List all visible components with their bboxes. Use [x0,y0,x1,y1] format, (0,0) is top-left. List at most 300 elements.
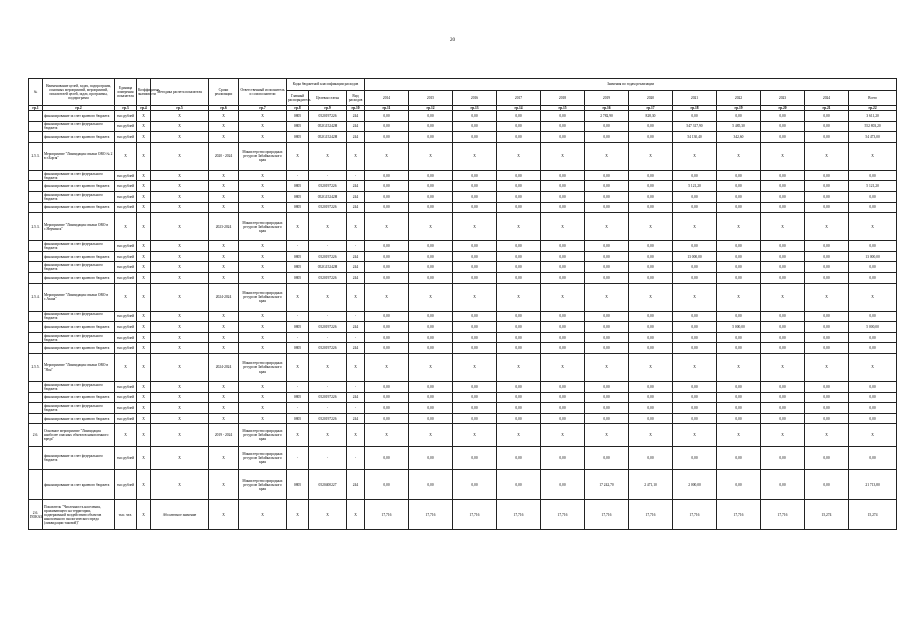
row-value-2023: X [761,283,805,311]
row-value-2017: 0,00 [497,311,541,322]
row-value-2023: 17,716 [761,500,805,530]
row-article-code: - [309,170,347,181]
row-value-2018: 0,00 [541,403,585,414]
row-coef: X [137,413,151,424]
row-value-2019: X [585,354,629,382]
row-value-2024: 0,00 [805,192,849,203]
row-value-2023: 0,00 [761,111,805,122]
row-value-2018: 0,00 [541,322,585,333]
row-value-2017: X [497,354,541,382]
row-value-2019: 0,00 [585,170,629,181]
row-article-code: 0520197226 [309,202,347,213]
row-term: X [209,121,239,132]
row-value-Всего: X [849,354,897,382]
row-value-2018: 0,00 [541,262,585,273]
row-article-code: 0520197226 [309,273,347,284]
row-coef: X [137,447,151,470]
row-value-2014: 0,00 [365,181,409,192]
row-number: 2.6. ПОКАЗ. [29,500,43,530]
row-value-2018: 0,00 [541,392,585,403]
row-value-2024: 0,00 [805,273,849,284]
row-value-2015: 0,00 [409,470,453,500]
row-value-2014: 0,00 [365,202,409,213]
table-row [29,111,897,122]
row-executor: X [239,170,287,181]
row-number [29,343,43,354]
table-row [29,311,897,322]
header-year-2: 2016 [453,91,497,106]
row-number [29,403,43,414]
row-coef: X [137,262,151,273]
row-coef: X [137,241,151,252]
row-value-2021: 0,00 [673,170,717,181]
header-kind: Вид расходов [347,91,365,106]
row-method: X [151,251,209,262]
row-value-2014: X [365,354,409,382]
column-number-9: гр.9 [309,106,347,111]
row-unit: X [115,142,137,170]
column-number-7: гр.7 [239,106,287,111]
column-number-1: гр.1 [29,106,43,111]
row-kind-code: 244 [347,192,365,203]
row-value-2019: 0,00 [585,311,629,322]
row-kind-code: - [347,382,365,393]
row-coef: X [137,500,151,530]
row-value-2019: 0,00 [585,322,629,333]
row-number [29,170,43,181]
table-row [29,413,897,424]
header-method: Методика расчета показателя [151,79,209,106]
row-kind-code: 244 [347,413,365,424]
row-unit: тыс.рублей [115,170,137,181]
row-value-2018: 0,00 [541,447,585,470]
row-value-2016: 0,00 [453,251,497,262]
row-value-2024: 0,00 [805,403,849,414]
row-article-code: X [309,500,347,530]
row-term: X [209,403,239,414]
row-number [29,121,43,132]
row-value-2017: 0,00 [497,403,541,414]
row-kind-code: 244 [347,202,365,213]
row-value-2022: 0,00 [717,343,761,354]
row-number [29,241,43,252]
table-row [29,262,897,273]
row-coef: X [137,311,151,322]
row-value-2014: 0,00 [365,170,409,181]
row-value-2022: 342,60 [717,132,761,143]
row-admin-code: 0805 [287,413,309,424]
row-value-2016: 0,00 [453,343,497,354]
column-number-5: гр.5 [151,106,209,111]
row-executor: X [239,403,287,414]
row-admin-code: X [287,354,309,382]
row-value-Всего: X [849,213,897,241]
row-value-Всего: 0,00 [849,262,897,273]
row-executor: X [239,343,287,354]
row-admin-code: X [287,142,309,170]
row-value-2023: X [761,354,805,382]
row-value-2015: 0,00 [409,273,453,284]
row-unit: тыс.рублей [115,413,137,424]
row-value-2024: 0,00 [805,447,849,470]
row-value-2021: 2 000,00 [673,470,717,500]
row-method: X [151,181,209,192]
row-value-2024: 0,00 [805,202,849,213]
row-admin-code: - [287,332,309,343]
row-admin-code: 0805 [287,111,309,122]
header-year-5: 2019 [585,91,629,106]
row-article-code: - [309,311,347,322]
row-article-code: 052G15242Н [309,262,347,273]
row-value-2019: X [585,283,629,311]
header-num: № [29,79,43,106]
row-value-2017: 0,00 [497,262,541,273]
row-value-Всего: 15,274 [849,500,897,530]
row-method: X [151,332,209,343]
row-value-2023: 0,00 [761,241,805,252]
row-term: 2023-2024 [209,213,239,241]
row-value-2018: 0,00 [541,132,585,143]
row-value-2020: 0,00 [629,170,673,181]
row-name: финансирование за счет краевого бюджета [43,392,115,403]
row-name: финансирование за счет федерального бюджета [43,262,115,273]
row-value-2014: X [365,142,409,170]
row-name: финансирование за счет федерального бюджета [43,382,115,393]
row-executor: X [239,311,287,322]
row-value-2022: 0,00 [717,273,761,284]
row-term: 2024-2024 [209,354,239,382]
table-row [29,192,897,203]
row-value-2014: 0,00 [365,447,409,470]
row-term: X [209,447,239,470]
row-value-2015: 0,00 [409,262,453,273]
row-value-2019: 0,00 [585,202,629,213]
row-executor: X [239,202,287,213]
row-value-2020: 0,00 [629,262,673,273]
row-unit: тыс.рублей [115,262,137,273]
row-value-2015: 0,00 [409,170,453,181]
row-value-2020: 0,00 [629,273,673,284]
row-value-2015: 0,00 [409,332,453,343]
row-value-2024: 0,00 [805,343,849,354]
row-value-2014: 0,00 [365,332,409,343]
row-method: X [151,273,209,284]
row-value-2019: X [585,213,629,241]
row-admin-code: 0805 [287,343,309,354]
row-article-code: 0520197226 [309,251,347,262]
header-admin: Главный распорядитель [287,91,309,106]
row-article-code: 0520197226 [309,392,347,403]
row-term: X [209,111,239,122]
row-value-2019: 0,00 [585,241,629,252]
row-value-2022: 5 000,00 [717,322,761,333]
row-kind-code: 244 [347,111,365,122]
row-value-2017: 0,00 [497,447,541,470]
row-executor: Министерство природных ресурсов Забайкальского края [239,213,287,241]
table-row [29,424,897,447]
row-article-code: 0520197226 [309,343,347,354]
table-row [29,181,897,192]
column-number-8: гр.8 [287,106,309,111]
row-executor: X [239,192,287,203]
row-value-2021: X [673,283,717,311]
row-admin-code: 0805 [287,192,309,203]
row-value-2022: X [717,283,761,311]
row-value-2018: X [541,213,585,241]
row-value-2022: 0,00 [717,251,761,262]
row-value-2017: 0,00 [497,132,541,143]
table-row [29,322,897,333]
row-value-Всего: 0,00 [849,273,897,284]
row-value-2016: X [453,213,497,241]
row-value-2018: 0,00 [541,202,585,213]
table-row [29,403,897,414]
row-value-2020: 0,00 [629,413,673,424]
row-value-2023: 0,00 [761,322,805,333]
row-value-2023: 0,00 [761,121,805,132]
row-kind-code: X [347,500,365,530]
row-method: X [151,262,209,273]
row-value-2020: 0,00 [629,132,673,143]
row-value-2015: X [409,283,453,311]
row-value-2024: X [805,213,849,241]
row-value-2015: 17,716 [409,500,453,530]
row-value-2016: 0,00 [453,241,497,252]
row-value-2022: 0,00 [717,202,761,213]
column-number-12: гр.12 [409,106,453,111]
row-number: 2.6. [29,424,43,447]
row-kind-code: 244 [347,262,365,273]
row-coef: X [137,332,151,343]
row-value-2020: 0,00 [629,202,673,213]
row-kind-code: - [347,311,365,322]
table-row [29,354,897,382]
row-value-2014: X [365,283,409,311]
row-value-Всего: 5 121,20 [849,181,897,192]
row-method: X [151,241,209,252]
row-value-2017: X [497,424,541,447]
row-value-2020: 0,00 [629,382,673,393]
row-admin-code: 0805 [287,202,309,213]
row-value-2017: X [497,142,541,170]
row-unit: тыс.рублей [115,332,137,343]
row-unit: тыс.рублей [115,403,137,414]
row-value-2017: 0,00 [497,470,541,500]
row-kind-code: - [347,332,365,343]
row-value-2023: 0,00 [761,251,805,262]
row-number [29,382,43,393]
row-coef: X [137,424,151,447]
row-term: X [209,192,239,203]
row-value-2022: 0,00 [717,241,761,252]
table-row [29,332,897,343]
row-value-2017: 0,00 [497,382,541,393]
row-value-2014: 0,00 [365,192,409,203]
row-unit: тыс.рублей [115,273,137,284]
row-value-2020: X [629,283,673,311]
row-coef: X [137,283,151,311]
row-name: финансирование за счет федерального бюджета [43,403,115,414]
row-article-code: X [309,354,347,382]
row-value-2020: 0,00 [629,181,673,192]
header-coef: Коэффициент значимости [137,79,151,106]
row-name: финансирование за счет федерального бюджета [43,332,115,343]
row-number [29,262,43,273]
row-value-2016: 0,00 [453,322,497,333]
row-unit: тыс.рублей [115,132,137,143]
column-number-13: гр.13 [453,106,497,111]
row-value-2019: 0,00 [585,382,629,393]
column-number-20: гр.20 [761,106,805,111]
row-value-2021: X [673,354,717,382]
row-value-2019: 0,00 [585,132,629,143]
table-row [29,132,897,143]
row-article-code: - [309,447,347,470]
row-unit: тыс.рублей [115,192,137,203]
row-kind-code: X [347,283,365,311]
row-value-2018: 0,00 [541,121,585,132]
row-term: X [209,500,239,530]
row-value-2017: 0,00 [497,192,541,203]
row-unit: тыс.рублей [115,181,137,192]
row-value-2017: 0,00 [497,111,541,122]
header-year-7: 2021 [673,91,717,106]
column-number-17: гр.17 [629,106,673,111]
row-value-2020: 0,00 [629,251,673,262]
row-article-code: 0520197226 [309,111,347,122]
row-value-2022: 0,00 [717,392,761,403]
row-value-2015: 0,00 [409,121,453,132]
header-year-11: Всего [849,91,897,106]
table-row [29,251,897,262]
row-value-2023: 0,00 [761,413,805,424]
row-executor: X [239,273,287,284]
row-value-2024: 0,00 [805,262,849,273]
row-value-2021: 0,00 [673,202,717,213]
row-value-2014: 0,00 [365,311,409,322]
row-value-2023: 0,00 [761,192,805,203]
row-kind-code: X [347,354,365,382]
row-value-2020: 17,716 [629,500,673,530]
row-value-2023: 0,00 [761,332,805,343]
row-method: X [151,403,209,414]
row-value-2020: X [629,354,673,382]
row-name: финансирование за счет краевого бюджета [43,322,115,333]
row-executor: X [239,332,287,343]
row-value-2014: 0,00 [365,403,409,414]
column-number-14: гр.14 [497,106,541,111]
table-row [29,382,897,393]
row-method: X [151,424,209,447]
row-value-2015: 0,00 [409,382,453,393]
row-admin-code: 0805 [287,470,309,500]
row-coef: X [137,121,151,132]
row-method: X [151,322,209,333]
row-kind-code: 244 [347,470,365,500]
row-name: Мероприятие "Ликвидация свалки ОВО № 2 в г.Борзя" [43,142,115,170]
column-number-21: гр.21 [805,106,849,111]
row-kind-code: - [347,447,365,470]
row-value-2016: 0,00 [453,111,497,122]
row-value-2023: 0,00 [761,447,805,470]
row-value-2014: 0,00 [365,322,409,333]
row-value-2017: 0,00 [497,392,541,403]
row-value-2017: 17,716 [497,500,541,530]
row-value-2019: 0,00 [585,192,629,203]
row-value-Всего: 0,00 [849,311,897,322]
row-value-2020: 0,00 [629,121,673,132]
row-value-2014: 0,00 [365,111,409,122]
row-value-2017: 0,00 [497,332,541,343]
row-value-2022: X [717,354,761,382]
row-coef: X [137,403,151,414]
row-value-2021: X [673,213,717,241]
row-value-2019: 17,716 [585,500,629,530]
row-admin-code: - [287,447,309,470]
row-value-2015: 0,00 [409,202,453,213]
row-value-2021: 0,00 [673,447,717,470]
row-coef: X [137,170,151,181]
row-kind-code: - [347,170,365,181]
row-term: X [209,392,239,403]
row-value-2017: X [497,283,541,311]
row-kind-code: - [347,403,365,414]
row-kind-code: 244 [347,181,365,192]
row-value-2021: 0,00 [673,413,717,424]
row-admin-code: 0805 [287,132,309,143]
row-article-code: 0520400227 [309,470,347,500]
row-method: X [151,111,209,122]
row-admin-code: X [287,283,309,311]
row-term: X [209,181,239,192]
row-value-2023: 0,00 [761,262,805,273]
row-article-code: 0520197226 [309,181,347,192]
row-value-2016: 0,00 [453,413,497,424]
row-admin-code: 0805 [287,181,309,192]
row-value-2018: X [541,354,585,382]
row-article-code: - [309,382,347,393]
row-value-2020: 0,00 [629,192,673,203]
row-value-2018: 0,00 [541,170,585,181]
row-name: финансирование за счет краевого бюджета [43,132,115,143]
table-row [29,500,897,530]
row-coef: X [137,273,151,284]
table-row [29,241,897,252]
row-term: X [209,241,239,252]
row-value-2023: 0,00 [761,202,805,213]
row-value-2022: 0,00 [717,181,761,192]
header-year-8: 2022 [717,91,761,106]
row-value-2018: 0,00 [541,192,585,203]
row-value-2015: X [409,354,453,382]
row-executor: X [239,111,287,122]
row-value-Всего: 0,00 [849,382,897,393]
row-value-2016: 0,00 [453,332,497,343]
header-row-1 [29,79,897,91]
header-name: Наименование целей, задач, подпрограмм, основных мероприятий, мероприятий, показателей целей, задач, программы, подпрограмм [43,79,115,106]
row-value-2018: 0,00 [541,343,585,354]
row-number [29,322,43,333]
budget-table [28,78,897,530]
row-term: X [209,332,239,343]
row-value-2018: 0,00 [541,413,585,424]
row-executor: Министерство природных ресурсов Забайкальского края [239,354,287,382]
row-value-2014: 0,00 [365,470,409,500]
row-value-2017: 0,00 [497,343,541,354]
table-row [29,343,897,354]
row-name: Показатель "Численность населения, проживающего на территории, подверженной воздействию объектов накопленного экологического вреда (ликвидации таковой)" [43,500,115,530]
header-values-by-year: Значения по годам реализации [365,79,897,91]
